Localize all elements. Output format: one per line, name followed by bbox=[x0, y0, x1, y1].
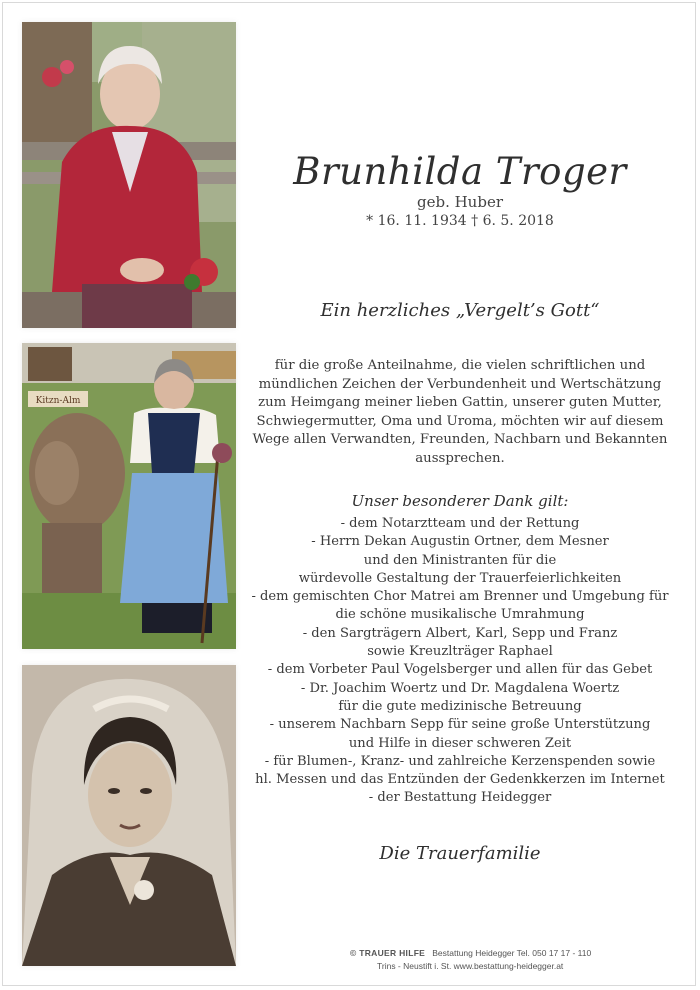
dank-line: - für Blumen-, Kranz- und zahlreiche Kerzenspenden sowie bbox=[264, 753, 656, 769]
dank-line: - Dr. Joachim Woertz und Dr. Magdalena Woertz bbox=[300, 680, 620, 696]
photo-red-cardigan bbox=[22, 22, 236, 328]
sign-text: Kitzn-Alm bbox=[35, 396, 81, 406]
footer-brand: © TRAUER HILFE bbox=[350, 948, 426, 958]
dank-line: - dem gemischten Chor Matrei am Brenner und Umgebung für bbox=[251, 589, 669, 605]
dank-line: würdevolle Gestaltung der Trauerfeierlichkeiten bbox=[298, 570, 622, 586]
dank-line: - dem Vorbeter Paul Vogelsberger und allen für das Gebet bbox=[267, 662, 653, 678]
dank-line: für die gute medizinische Betreuung bbox=[338, 698, 582, 714]
dank-line: und Hilfe in dieser schweren Zeit bbox=[348, 735, 572, 751]
dank-line: die schöne musikalische Umrahmung bbox=[335, 607, 585, 623]
dank-line: - der Bestattung Heidegger bbox=[368, 790, 552, 806]
dank-line: - unserem Nachbarn Sepp für seine große Unterstützung bbox=[269, 717, 651, 733]
dank-line: und den Ministranten für die bbox=[363, 552, 557, 568]
dank-line: - dem Notarztteam und der Rettung bbox=[340, 516, 580, 531]
dank-heading: Unser besonderer Dank gilt: bbox=[351, 492, 569, 510]
dank-line: - den Sargträgern Albert, Karl, Sepp und Franz bbox=[302, 625, 618, 641]
maiden-name: geb. Huber bbox=[416, 193, 503, 211]
signature: Die Trauerfamilie bbox=[379, 843, 541, 864]
photo-bridal-portrait bbox=[22, 665, 236, 966]
photo-dirndl-with-cow bbox=[22, 343, 236, 649]
dank-line: hl. Messen und das Entzünden der Gedenkkerzen im Internet bbox=[255, 772, 665, 788]
dank-line: - Herrn Dekan Augustin Ortner, dem Mesner bbox=[311, 534, 609, 550]
intro-paragraph: für die große Anteilnahme, die vielen schriftlichen und mündlichen Zeichen der Verbundenheit und Wertschätzung zum Heimgang meiner lieben Gattin, unserer guten Mutter, Schwiegermutter, Oma und Uroma, möchten wir auf diesem Wege allen Verwandten, Freunden, Nachbarn und Bekannten aussprechen. bbox=[252, 358, 668, 466]
footer-line-1 bbox=[350, 948, 591, 958]
footer-address: Trins - Neustift i. St. www.bestattung-heidegger.at bbox=[377, 961, 564, 971]
footer-company: Bestattung Heidegger Tel. 050 17 17 - 110 bbox=[432, 948, 592, 958]
dank-line: sowie Kreuzlträger Raphael bbox=[367, 644, 553, 660]
thanks-heading: Ein herzliches „Vergelt’s Gott“ bbox=[320, 300, 600, 321]
dank-list bbox=[245, 515, 675, 808]
deceased-name: Brunhilda Troger bbox=[293, 150, 627, 193]
life-dates: * 16. 11. 1934 † 6. 5. 2018 bbox=[366, 213, 554, 229]
